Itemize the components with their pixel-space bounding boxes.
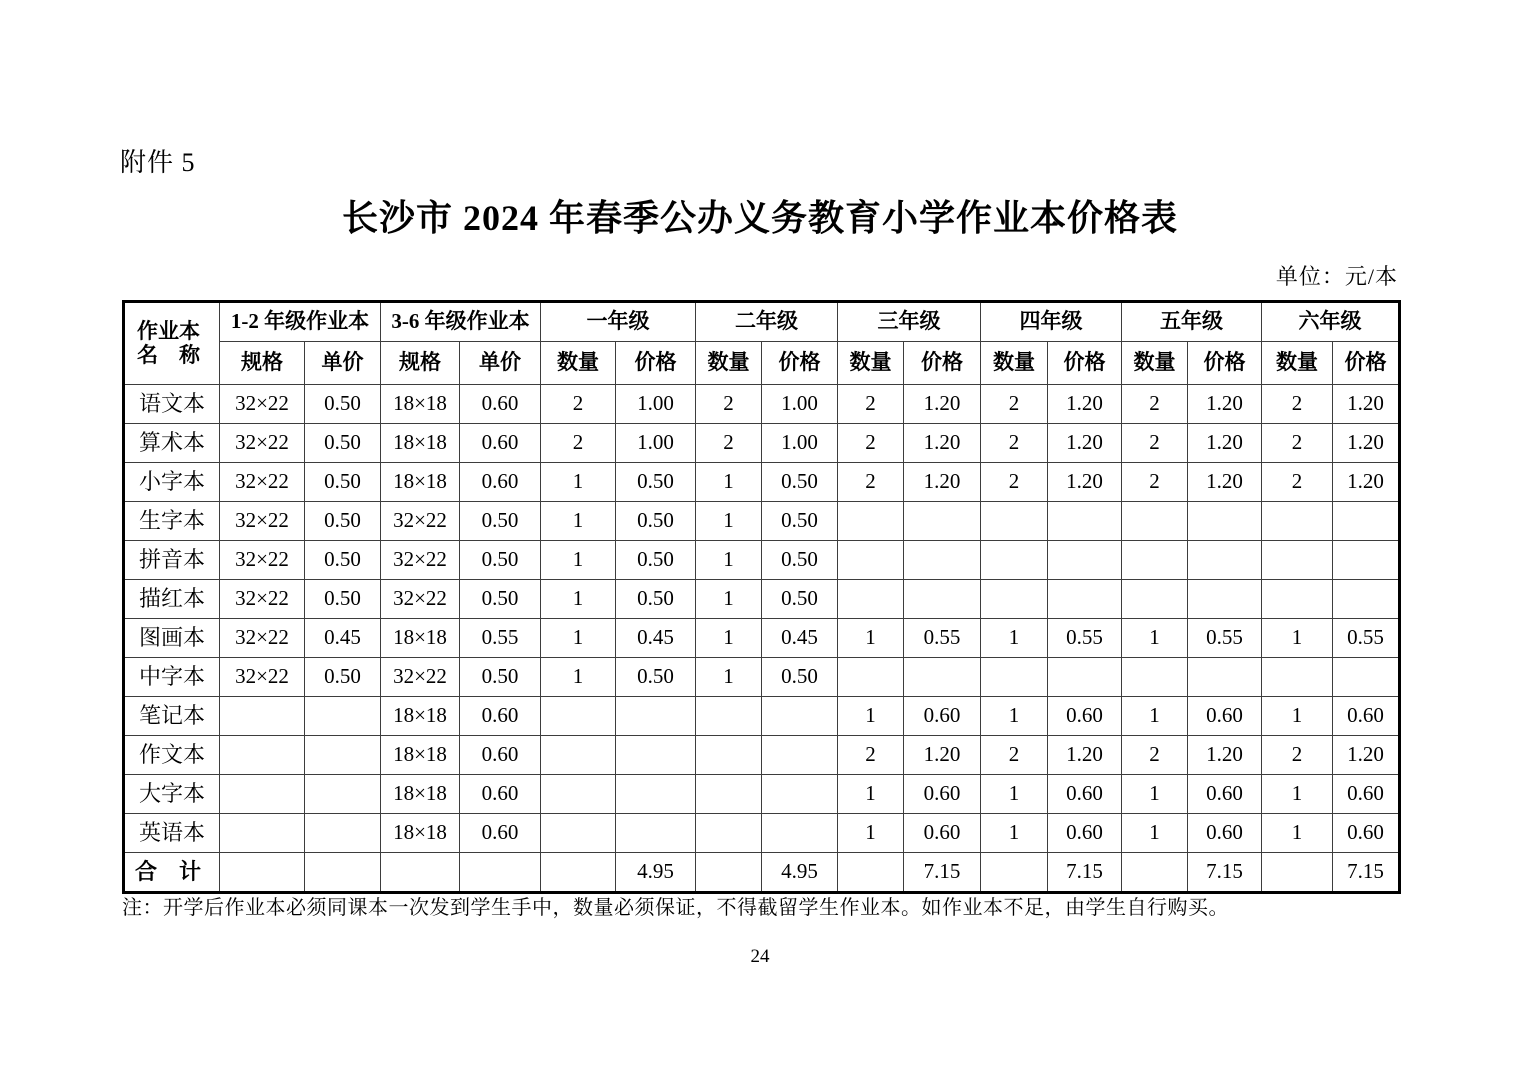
row-name: 笔记本 (124, 697, 220, 736)
value-cell (696, 697, 762, 736)
value-cell: 0.55 (460, 619, 541, 658)
value-cell: 0.60 (1188, 775, 1262, 814)
page-title: 长沙市 2024 年春季公办义务教育小学作业本价格表 (341, 198, 1178, 238)
price-table (122, 300, 1401, 894)
value-cell: 0.60 (1048, 775, 1122, 814)
value-cell: 1 (1122, 697, 1188, 736)
value-cell: 2 (1262, 424, 1333, 463)
value-cell: 18×18 (381, 697, 460, 736)
group-header-row (124, 302, 1400, 342)
value-cell: 1 (696, 658, 762, 697)
value-cell: 0.50 (305, 502, 381, 541)
value-cell (981, 853, 1048, 893)
sub-header: 单价 (460, 342, 541, 385)
value-cell: 0.50 (460, 541, 541, 580)
value-cell: 18×18 (381, 424, 460, 463)
value-cell: 18×18 (381, 814, 460, 853)
value-cell: 1 (1262, 697, 1333, 736)
value-cell (904, 502, 981, 541)
value-cell (1188, 580, 1262, 619)
value-cell: 18×18 (381, 385, 460, 424)
sub-header: 规格 (220, 342, 305, 385)
sub-header: 数量 (1122, 342, 1188, 385)
value-cell: 1.20 (1048, 463, 1122, 502)
value-cell (220, 736, 305, 775)
row-name: 英语本 (124, 814, 220, 853)
value-cell (305, 736, 381, 775)
group-header-grade5: 五年级 (1122, 302, 1262, 342)
value-cell (838, 541, 904, 580)
value-cell: 2 (541, 424, 616, 463)
value-cell (762, 736, 838, 775)
value-cell: 0.50 (762, 463, 838, 502)
value-cell: 2 (1122, 463, 1188, 502)
value-cell: 2 (838, 736, 904, 775)
value-cell: 0.50 (762, 541, 838, 580)
value-cell: 2 (1262, 385, 1333, 424)
value-cell: 0.60 (904, 775, 981, 814)
value-cell: 1 (541, 463, 616, 502)
value-cell (305, 697, 381, 736)
value-cell (696, 853, 762, 893)
value-cell: 1 (696, 541, 762, 580)
value-cell: 2 (541, 385, 616, 424)
table-row (124, 775, 1400, 814)
value-cell (838, 580, 904, 619)
value-cell: 2 (838, 385, 904, 424)
value-cell: 0.60 (460, 424, 541, 463)
value-cell (1048, 502, 1122, 541)
col-header-name (124, 302, 220, 385)
value-cell: 32×22 (220, 580, 305, 619)
value-cell: 1 (696, 619, 762, 658)
value-cell: 0.60 (1048, 697, 1122, 736)
value-cell: 32×22 (220, 619, 305, 658)
value-cell (616, 775, 696, 814)
value-cell: 2 (981, 385, 1048, 424)
table-row (124, 502, 1400, 541)
value-cell (616, 697, 696, 736)
value-cell (838, 853, 904, 893)
value-cell: 18×18 (381, 736, 460, 775)
value-cell (541, 736, 616, 775)
value-cell: 0.45 (616, 619, 696, 658)
value-cell: 32×22 (381, 658, 460, 697)
value-cell: 0.50 (305, 541, 381, 580)
value-cell: 1 (838, 775, 904, 814)
value-cell (1262, 580, 1333, 619)
value-cell (762, 775, 838, 814)
row-name: 语文本 (124, 385, 220, 424)
table-row (124, 580, 1400, 619)
value-cell: 0.60 (460, 463, 541, 502)
value-cell (1333, 502, 1400, 541)
table-row (124, 814, 1400, 853)
value-cell: 0.60 (1048, 814, 1122, 853)
value-cell: 0.60 (1188, 814, 1262, 853)
value-cell: 1.20 (1333, 463, 1400, 502)
value-cell: 1 (696, 463, 762, 502)
sub-header: 价格 (904, 342, 981, 385)
value-cell: 0.60 (904, 697, 981, 736)
value-cell: 0.50 (305, 424, 381, 463)
value-cell: 0.60 (460, 697, 541, 736)
value-cell: 1.20 (1333, 424, 1400, 463)
value-cell: 1.00 (616, 424, 696, 463)
value-cell: 1.20 (1048, 385, 1122, 424)
value-cell (305, 814, 381, 853)
value-cell: 1.20 (1333, 736, 1400, 775)
value-cell: 1.20 (1188, 463, 1262, 502)
sub-header: 数量 (696, 342, 762, 385)
group-header-grade6: 六年级 (1262, 302, 1400, 342)
value-cell: 4.95 (616, 853, 696, 893)
table-row (124, 424, 1400, 463)
value-cell: 0.50 (305, 385, 381, 424)
row-name: 中字本 (124, 658, 220, 697)
value-cell: 0.50 (762, 580, 838, 619)
value-cell: 1 (1262, 775, 1333, 814)
value-cell: 0.45 (305, 619, 381, 658)
value-cell (1048, 658, 1122, 697)
row-name: 大字本 (124, 775, 220, 814)
value-cell (1333, 580, 1400, 619)
value-cell: 1.20 (1048, 736, 1122, 775)
value-cell: 0.55 (1048, 619, 1122, 658)
value-cell (762, 814, 838, 853)
value-cell (305, 853, 381, 893)
value-cell: 1 (541, 658, 616, 697)
value-cell: 1 (541, 580, 616, 619)
value-cell: 1 (541, 502, 616, 541)
sub-header: 数量 (838, 342, 904, 385)
value-cell: 0.50 (460, 580, 541, 619)
value-cell: 4.95 (762, 853, 838, 893)
value-cell (1048, 580, 1122, 619)
value-cell: 2 (838, 463, 904, 502)
value-cell: 1 (981, 619, 1048, 658)
group-header-grade3: 三年级 (838, 302, 981, 342)
table-row (124, 619, 1400, 658)
value-cell: 7.15 (904, 853, 981, 893)
value-cell: 1 (981, 775, 1048, 814)
value-cell: 18×18 (381, 463, 460, 502)
value-cell: 1.20 (1188, 385, 1262, 424)
value-cell: 1.20 (904, 736, 981, 775)
value-cell: 18×18 (381, 775, 460, 814)
unit-label: 单位：元/本 (1275, 264, 1398, 289)
value-cell: 32×22 (220, 385, 305, 424)
value-cell (1122, 541, 1188, 580)
value-cell: 1.00 (762, 385, 838, 424)
value-cell: 1 (981, 697, 1048, 736)
value-cell: 2 (1262, 463, 1333, 502)
value-cell: 1 (1122, 814, 1188, 853)
value-cell: 0.60 (460, 775, 541, 814)
table-row (124, 736, 1400, 775)
value-cell: 0.50 (460, 658, 541, 697)
value-cell: 0.55 (1333, 619, 1400, 658)
value-cell: 0.55 (1188, 619, 1262, 658)
sub-header: 数量 (541, 342, 616, 385)
value-cell: 0.60 (1333, 697, 1400, 736)
value-cell: 2 (981, 736, 1048, 775)
value-cell: 2 (696, 385, 762, 424)
value-cell: 1.20 (1048, 424, 1122, 463)
value-cell: 1 (696, 502, 762, 541)
value-cell: 0.50 (305, 463, 381, 502)
value-cell: 0.50 (616, 463, 696, 502)
group-header-grade36: 3-6 年级作业本 (381, 302, 541, 342)
value-cell: 32×22 (220, 463, 305, 502)
value-cell (904, 541, 981, 580)
row-name: 算术本 (124, 424, 220, 463)
value-cell: 0.50 (460, 502, 541, 541)
value-cell: 32×22 (220, 658, 305, 697)
value-cell: 1 (981, 814, 1048, 853)
value-cell: 2 (1262, 736, 1333, 775)
value-cell: 0.60 (460, 385, 541, 424)
value-cell (541, 775, 616, 814)
value-cell (616, 814, 696, 853)
value-cell: 0.50 (616, 658, 696, 697)
value-cell: 32×22 (381, 580, 460, 619)
value-cell: 1.00 (762, 424, 838, 463)
value-cell: 0.50 (305, 658, 381, 697)
sub-header: 价格 (762, 342, 838, 385)
table-row (124, 541, 1400, 580)
value-cell: 1.20 (904, 424, 981, 463)
total-row (124, 853, 1400, 893)
value-cell (1122, 658, 1188, 697)
total-row-name: 合 计 (124, 853, 220, 893)
value-cell: 1 (541, 619, 616, 658)
value-cell: 0.50 (762, 502, 838, 541)
page-number: 24 (750, 946, 770, 967)
value-cell: 1.20 (904, 385, 981, 424)
note-text: 注：开学后作业本必须同课本一次发到学生手中，数量必须保证，不得截留学生作业本。如作业本不足，由学生自行购买。 (122, 897, 1229, 919)
sub-header: 规格 (381, 342, 460, 385)
table-row (124, 697, 1400, 736)
name-header-line2: 名 称 (137, 342, 200, 367)
value-cell: 0.50 (616, 580, 696, 619)
value-cell: 2 (838, 424, 904, 463)
sub-header: 价格 (616, 342, 696, 385)
value-cell (1333, 541, 1400, 580)
value-cell (762, 697, 838, 736)
value-cell: 1.20 (1188, 424, 1262, 463)
value-cell (1262, 541, 1333, 580)
value-cell (696, 736, 762, 775)
value-cell: 0.60 (460, 814, 541, 853)
value-cell (1188, 502, 1262, 541)
name-header-line1: 作业本 (137, 319, 200, 344)
value-cell: 32×22 (381, 541, 460, 580)
row-name: 图画本 (124, 619, 220, 658)
value-cell (1122, 853, 1188, 893)
sub-header: 数量 (981, 342, 1048, 385)
value-cell: 0.50 (762, 658, 838, 697)
value-cell: 1.20 (1188, 736, 1262, 775)
value-cell: 2 (1122, 385, 1188, 424)
row-name: 描红本 (124, 580, 220, 619)
group-header-grade1: 一年级 (541, 302, 696, 342)
value-cell: 0.50 (616, 541, 696, 580)
value-cell (1262, 502, 1333, 541)
row-name: 作文本 (124, 736, 220, 775)
attachment-label: 附件 5 (120, 148, 196, 177)
value-cell: 0.60 (904, 814, 981, 853)
value-cell (981, 541, 1048, 580)
value-cell: 32×22 (220, 541, 305, 580)
value-cell: 7.15 (1333, 853, 1400, 893)
value-cell: 7.15 (1188, 853, 1262, 893)
value-cell (381, 853, 460, 893)
value-cell (541, 853, 616, 893)
value-cell: 18×18 (381, 619, 460, 658)
value-cell (904, 580, 981, 619)
group-header-grade4: 四年级 (981, 302, 1122, 342)
value-cell (541, 814, 616, 853)
value-cell: 1.20 (1333, 385, 1400, 424)
value-cell (1262, 658, 1333, 697)
sub-header: 价格 (1188, 342, 1262, 385)
value-cell (904, 658, 981, 697)
value-cell (220, 814, 305, 853)
value-cell: 1 (696, 580, 762, 619)
value-cell (460, 853, 541, 893)
value-cell: 1 (838, 619, 904, 658)
row-name: 拼音本 (124, 541, 220, 580)
value-cell: 0.55 (904, 619, 981, 658)
value-cell: 1.00 (616, 385, 696, 424)
value-cell: 32×22 (381, 502, 460, 541)
row-name: 生字本 (124, 502, 220, 541)
sub-header: 单价 (305, 342, 381, 385)
value-cell (1122, 502, 1188, 541)
value-cell (1262, 853, 1333, 893)
group-header-grade2: 二年级 (696, 302, 838, 342)
value-cell: 1 (1122, 775, 1188, 814)
value-cell: 2 (696, 424, 762, 463)
table-row (124, 385, 1400, 424)
group-header-grade12: 1-2 年级作业本 (220, 302, 381, 342)
value-cell (541, 697, 616, 736)
value-cell (616, 736, 696, 775)
sub-header: 价格 (1048, 342, 1122, 385)
value-cell: 32×22 (220, 502, 305, 541)
value-cell: 1 (541, 541, 616, 580)
value-cell (838, 658, 904, 697)
value-cell (981, 658, 1048, 697)
value-cell (1188, 658, 1262, 697)
value-cell: 0.60 (1188, 697, 1262, 736)
value-cell (696, 775, 762, 814)
value-cell (1188, 541, 1262, 580)
value-cell (220, 775, 305, 814)
value-cell: 2 (1122, 424, 1188, 463)
value-cell (220, 697, 305, 736)
value-cell: 1.20 (904, 463, 981, 502)
value-cell: 2 (1122, 736, 1188, 775)
value-cell: 1 (838, 697, 904, 736)
table-body (124, 385, 1400, 893)
value-cell: 2 (981, 463, 1048, 502)
value-cell (1048, 541, 1122, 580)
value-cell: 32×22 (220, 424, 305, 463)
value-cell: 0.45 (762, 619, 838, 658)
row-name: 小字本 (124, 463, 220, 502)
sub-header-row (124, 342, 1400, 385)
table-row (124, 463, 1400, 502)
value-cell (220, 853, 305, 893)
value-cell: 1 (1262, 814, 1333, 853)
sub-header: 价格 (1333, 342, 1400, 385)
value-cell (1122, 580, 1188, 619)
value-cell: 0.60 (1333, 775, 1400, 814)
value-cell: 0.60 (1333, 814, 1400, 853)
value-cell (981, 580, 1048, 619)
value-cell (981, 502, 1048, 541)
table-row (124, 658, 1400, 697)
value-cell: 1 (1122, 619, 1188, 658)
sub-header: 数量 (1262, 342, 1333, 385)
value-cell: 7.15 (1048, 853, 1122, 893)
value-cell: 2 (981, 424, 1048, 463)
value-cell (305, 775, 381, 814)
value-cell (1333, 658, 1400, 697)
value-cell: 0.50 (616, 502, 696, 541)
value-cell: 1 (1262, 619, 1333, 658)
value-cell (838, 502, 904, 541)
value-cell (696, 814, 762, 853)
value-cell: 1 (838, 814, 904, 853)
value-cell: 0.60 (460, 736, 541, 775)
value-cell: 0.50 (305, 580, 381, 619)
